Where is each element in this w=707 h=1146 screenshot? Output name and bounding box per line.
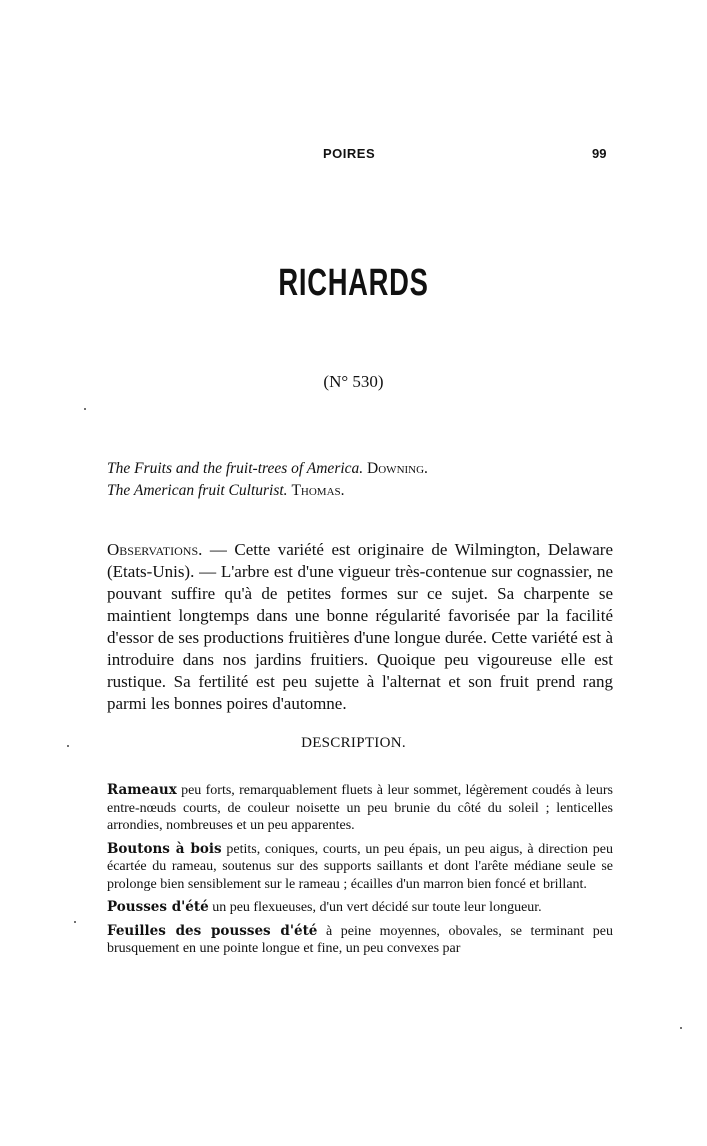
scan-speck [74,921,76,923]
running-title: POIRES [323,146,376,161]
scan-speck [84,408,86,410]
description-paragraph [107,841,613,894]
reference-number: (N° 530) [323,372,384,391]
description-text: petits, coniques, courts, un peu épais, un peu aigus, à direction peu écartée du rameau, soutenus sur des supports saillants et dont l'arête médiane seule se prolonge bien sensiblement sur le rameau ; écailles d'un marron bien foncé et brillant. [107,841,613,892]
running-header [0,146,707,166]
work-title: The American fruit Culturist. [107,482,288,499]
description-text: à peine moyennes, obovales, se terminant peu brusquement en une pointe longue et fine, un peu convexes par [107,923,613,956]
scan-speck [680,1027,682,1029]
description-text: un peu flexueuses, d'un vert décidé sur toute leur longueur. [208,900,542,915]
description-label: Pousses d'été [107,899,209,915]
observations-paragraph [107,539,613,715]
description-label: Boutons à bois [107,840,222,857]
description-body [107,782,613,964]
description-paragraph [107,923,613,958]
work-title: The Fruits and the fruit-trees of America. [107,460,364,477]
description-heading: DESCRIPTION. [301,735,406,751]
work-author: Thomas. [291,482,345,499]
page-number: 99 [592,146,607,161]
description-paragraph [107,782,613,835]
bibliography [107,458,627,502]
bibliography-entry [107,480,627,502]
work-author: Downing. [367,460,428,477]
description-label: Feuilles des pousses d'été [107,922,318,939]
bibliography-entry [107,458,627,480]
observations-text: — Cette variété est originaire de Wilmington, Delaware (Etats-Unis). — L'arbre est d'une vigueur très-contenue sur cognassier, ne pouvant suffire qu'à de petites formes sur ce sujet. Sa charpente se maintient longtemps dans une bonne régularité favorisée par la facilité d'essor de ses productions fruitières d'une longue durée. Cette variété est à introduire dans nos jardins fruitiers. Quoique peu vigoureuse elle est rustique. Sa fertilité est peu sujette à l'alternat et son fruit prend rang parmi les bonnes poires d'automne. [107,540,613,713]
observations-heading: Observations. [107,540,203,559]
scan-speck [67,745,69,747]
description-text: peu forts, remarquablement fluets à leur sommet, légèrement coudés à leurs entre-nœuds courts, de couleur noisette un peu brunie du côté du soleil ; lenticelles arrondies, nombreuses et un peu apparentes. [107,783,613,833]
description-paragraph [107,899,613,917]
variety-title: RICHARDS [278,262,429,304]
description-label: Rameaux [107,782,177,798]
